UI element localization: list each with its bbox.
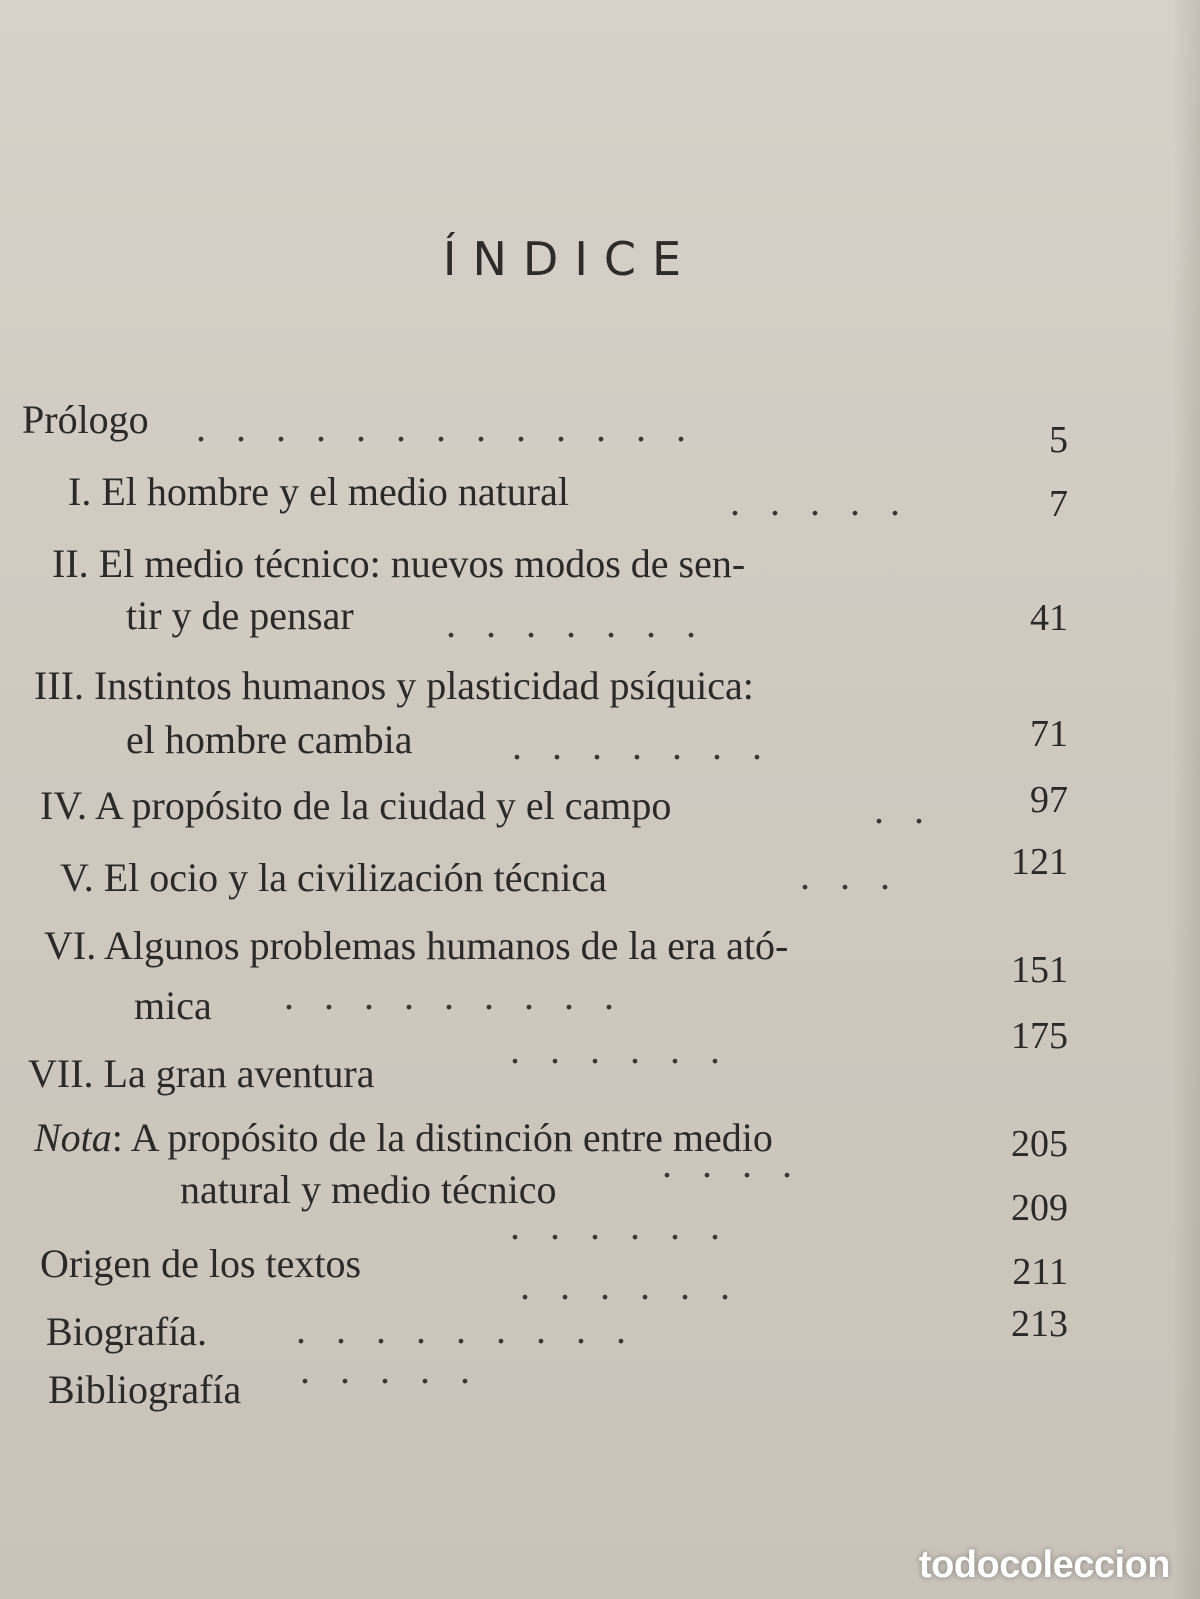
entry-numeral: VII. [28, 1051, 94, 1096]
entry-prologo [22, 397, 149, 442]
entry-numeral: V. [60, 855, 94, 900]
entry-page: 71 [1030, 713, 1068, 755]
leader-dots: ... [800, 853, 920, 898]
entry-page: 151 [1011, 949, 1068, 991]
entry-label: tir y de pensar [126, 593, 354, 638]
entry-page: 5 [1049, 419, 1068, 461]
entry-label: Biografía. [46, 1309, 208, 1354]
index-title: ÍNDICE [442, 232, 698, 286]
entry-page: 41 [1030, 597, 1068, 639]
entry-label: mica [134, 983, 212, 1028]
entry-label: El medio técnico: nuevos modos de sen- [98, 541, 746, 586]
entry-page: 175 [1011, 1015, 1068, 1057]
entry-page: 121 [1011, 841, 1068, 883]
entry-iv [40, 783, 672, 828]
entry-ii [52, 541, 746, 586]
entry-label: El ocio y la civilización técnica [103, 855, 607, 900]
entry-vi [44, 923, 789, 968]
leader-dots: ..... [300, 1347, 500, 1392]
entry-page: 209 [1011, 1187, 1068, 1229]
leader-dots: ..... [730, 479, 930, 524]
entry-label: el hombre cambia [126, 717, 413, 762]
entry-page: 97 [1030, 779, 1068, 821]
entry-page: 7 [1049, 483, 1068, 525]
leader-dots: ...... [510, 1203, 750, 1248]
entry-label: Bibliografía [48, 1367, 242, 1412]
entry-bibliografia [48, 1367, 242, 1412]
leader-dots: ...... [510, 1027, 750, 1072]
page-edge-shadow [1172, 0, 1200, 1599]
entry-label: El hombre y el medio natural [101, 469, 569, 514]
entry-label: Prólogo [22, 397, 149, 442]
entry-iii [34, 663, 754, 708]
entry-page: 205 [1011, 1123, 1068, 1165]
site-watermark: todocoleccion [918, 1544, 1170, 1586]
leader-dots: ......... [284, 973, 644, 1018]
entry-label: : A propósito de la distinción entre medio [111, 1115, 773, 1160]
entry-numeral: Nota [34, 1115, 112, 1160]
leader-dots: ............. [196, 405, 716, 450]
entry-numeral: IV. [40, 783, 88, 828]
entry-label: Origen de los textos [40, 1241, 362, 1286]
leader-dots: ....... [446, 601, 726, 646]
entry-numeral: VI. [44, 923, 97, 968]
entry-v [60, 855, 607, 900]
entry-ii-continued [126, 593, 354, 638]
entry-page: 213 [1011, 1303, 1068, 1345]
entry-label: Algunos problemas humanos de la era ató- [104, 923, 789, 968]
entry-numeral: I. [68, 469, 92, 514]
entry-label: Instintos humanos y plasticidad psíquica: [93, 663, 754, 708]
entry-page: 211 [1012, 1251, 1068, 1293]
entry-numeral: II. [52, 541, 89, 586]
entry-i [68, 469, 569, 514]
entry-label: La gran aventura [103, 1051, 375, 1096]
entry-iii-continued [126, 717, 413, 762]
entry-label: natural y medio técnico [180, 1167, 557, 1212]
entry-nota-continued [180, 1167, 557, 1212]
leader-dots: .... [662, 1141, 822, 1186]
leader-dots: ......... [296, 1307, 656, 1352]
entry-vi-continued [134, 983, 212, 1028]
entry-vii [28, 1051, 375, 1096]
leader-dots: ....... [512, 723, 792, 768]
entry-biografia [46, 1309, 208, 1354]
leader-dots: .. [874, 787, 954, 832]
entry-label: A propósito de la ciudad y el campo [94, 783, 672, 828]
leader-dots: ...... [520, 1263, 760, 1308]
entry-origen [40, 1241, 362, 1286]
entry-numeral: III. [34, 663, 84, 708]
